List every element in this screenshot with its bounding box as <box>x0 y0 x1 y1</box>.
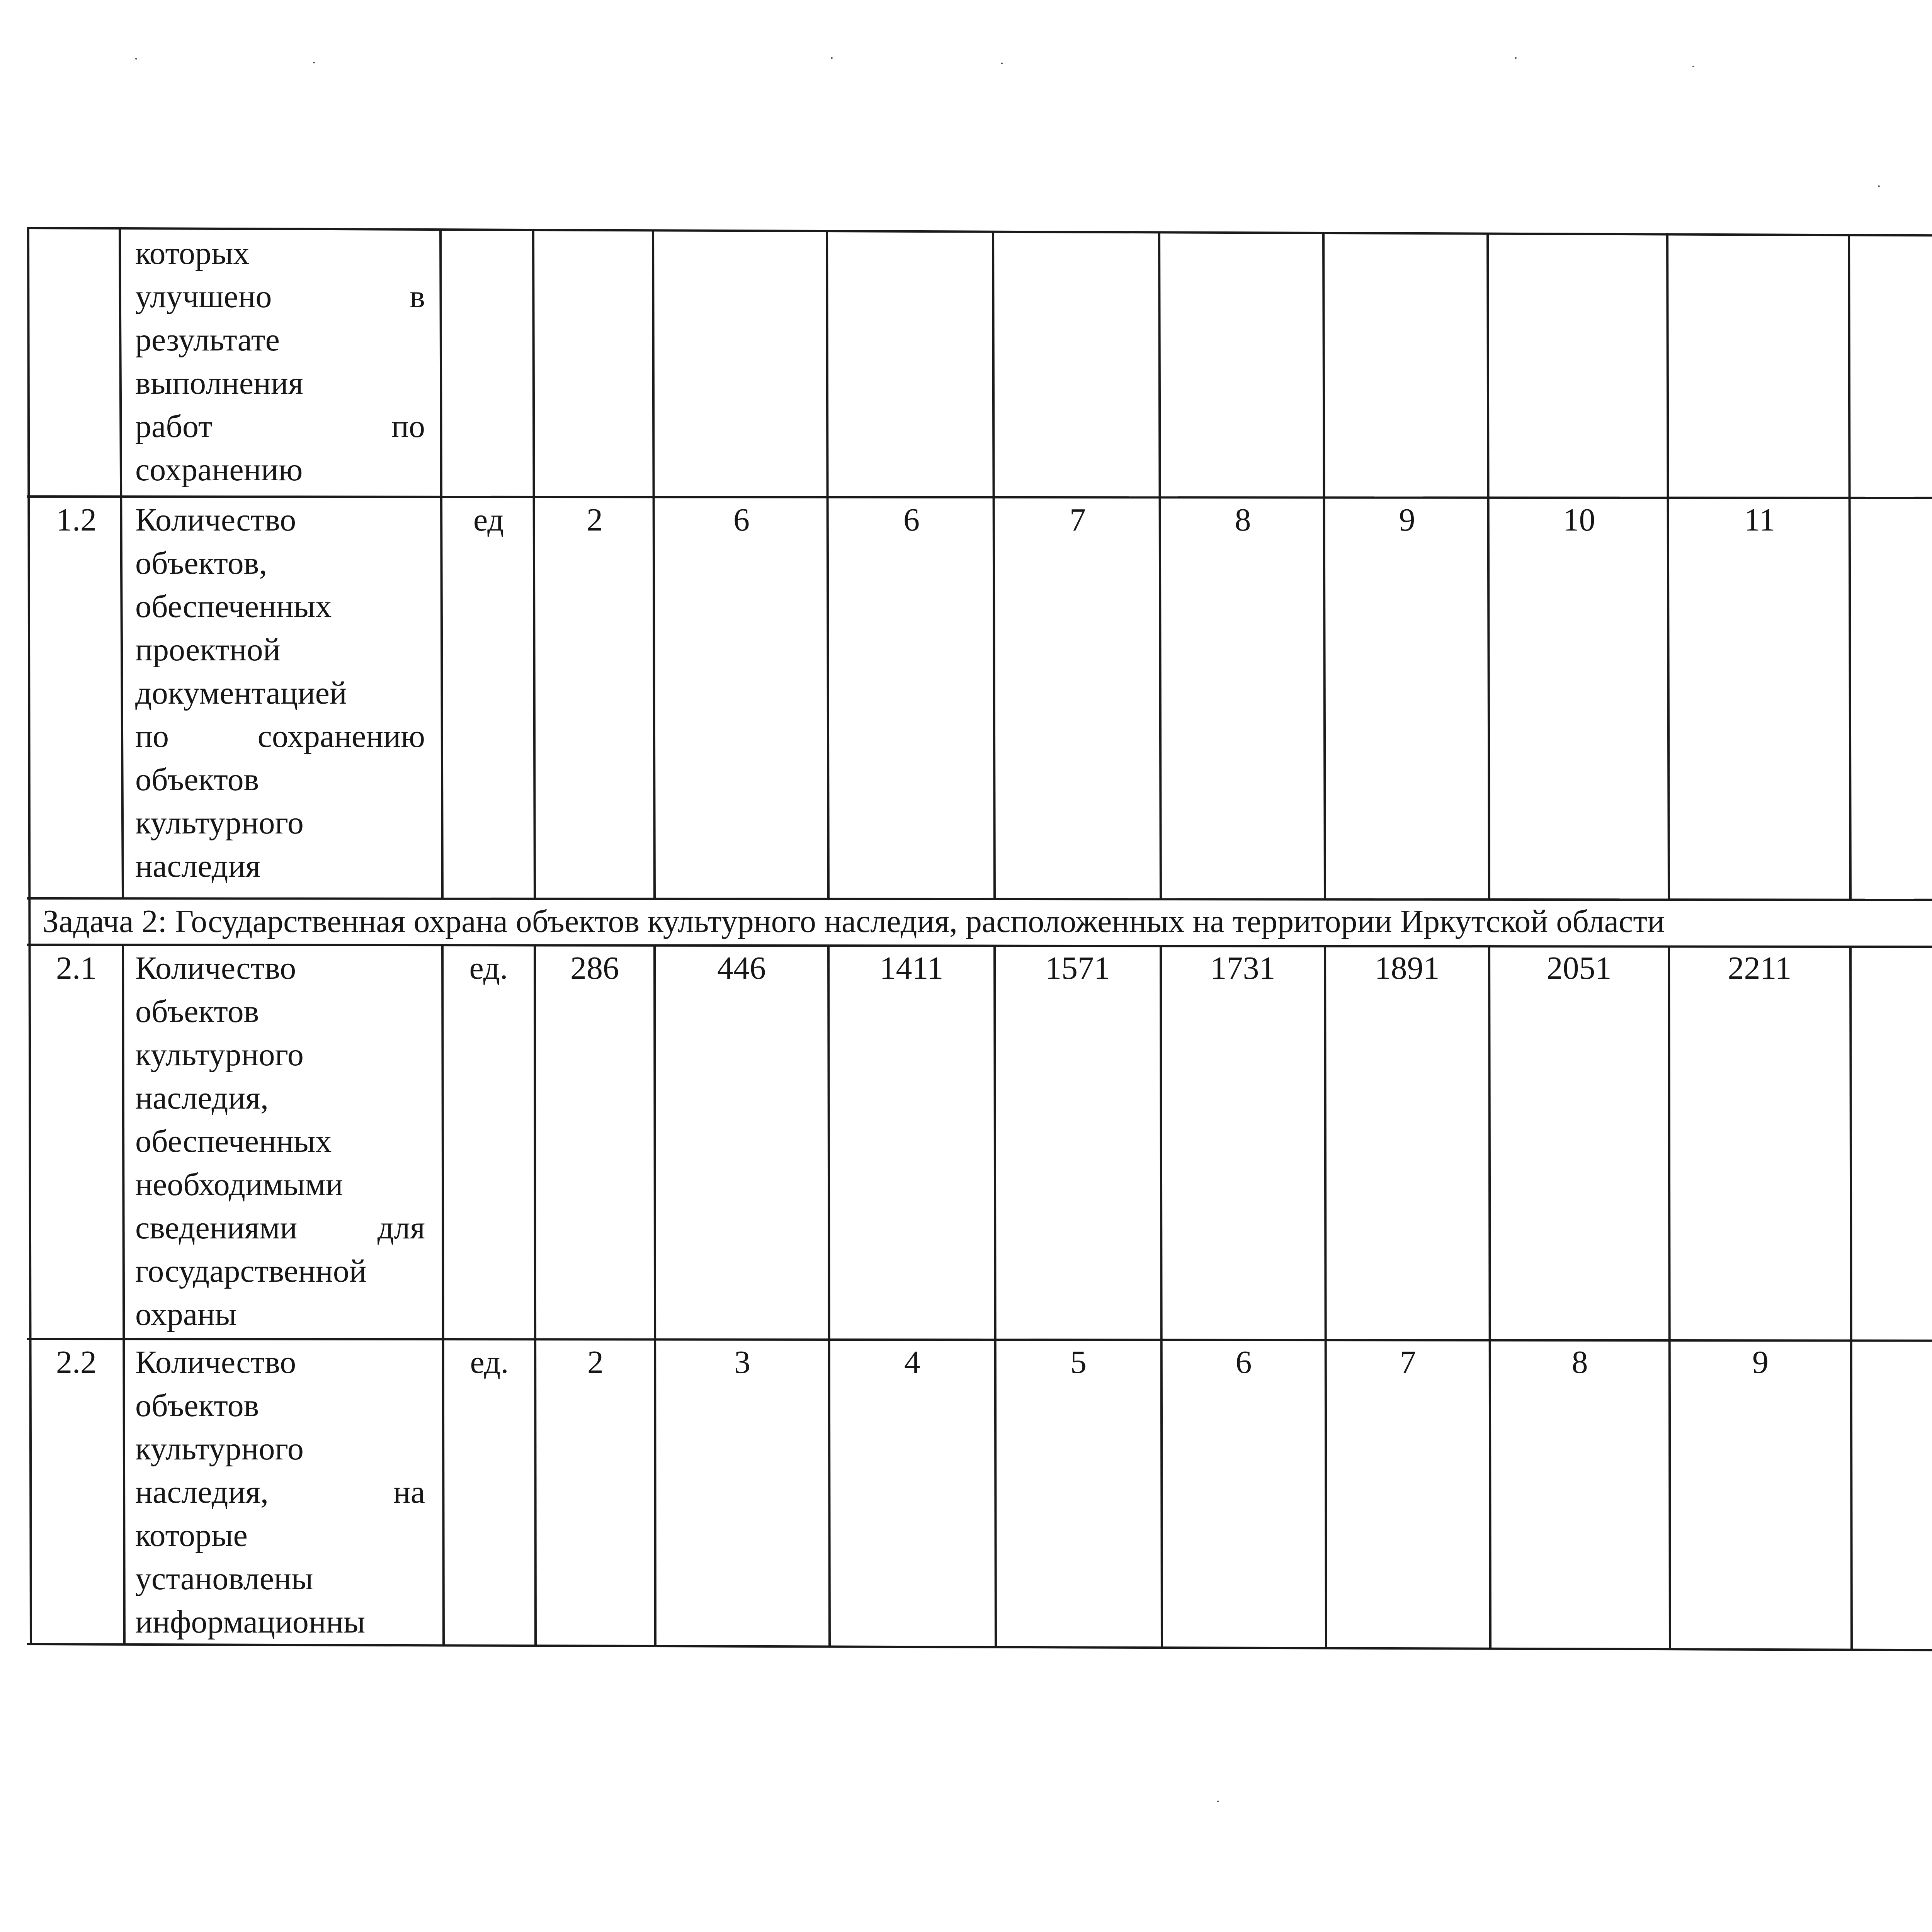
row-name-line: Количество <box>135 950 296 986</box>
row-value: 1411 <box>879 950 944 986</box>
row-value: 9 <box>1399 502 1415 538</box>
row-name-line: установлены <box>135 1561 313 1597</box>
row-name-line: государственной <box>135 1253 367 1289</box>
row-value: 6 <box>733 502 750 538</box>
row-name-line: проектной <box>135 632 281 668</box>
row-value: 3 <box>734 1344 750 1380</box>
row-name-line: необходимыми <box>135 1167 343 1202</box>
row-value: 2 <box>587 1344 604 1380</box>
row-name-line: которые <box>135 1517 248 1553</box>
row-name-line: обеспеченных <box>135 588 332 624</box>
row-value: 2 <box>587 502 603 538</box>
row-name-line: Количество <box>135 1344 296 1380</box>
row-value: 6 <box>1235 1344 1252 1380</box>
row-name-line: объектов <box>135 762 259 798</box>
row-value: 6 <box>903 502 920 538</box>
row-value: 7 <box>1400 1344 1416 1380</box>
row-name-line: культурного <box>135 805 304 841</box>
row-name-line: по сохранению <box>135 718 425 754</box>
row-name-line: наследия, на <box>135 1474 425 1510</box>
row-name-line: объектов, <box>135 545 267 581</box>
row-value: 9 <box>1752 1344 1769 1380</box>
row-name-line: которых <box>135 235 250 271</box>
row-name-cell <box>135 947 425 1337</box>
row-name-line: культурного <box>135 1431 304 1467</box>
row-name-line: результате <box>135 322 280 358</box>
row-value: 1891 <box>1374 950 1440 986</box>
row-name-line: наследия <box>135 848 260 884</box>
row-value: 286 <box>570 950 619 986</box>
row-formula <box>1852 498 1932 545</box>
row-name-line: улучшено в <box>135 279 425 315</box>
row-name-line: наследия, <box>135 1080 269 1116</box>
row-value: 2051 <box>1546 950 1612 986</box>
row-name-line: выполнения <box>135 365 303 401</box>
row-value: 10 <box>1563 502 1595 538</box>
row-name-cell <box>135 232 425 495</box>
row-value: 446 <box>717 950 766 986</box>
row-name-line: работ по <box>135 408 425 444</box>
row-name-line: информационны <box>135 1604 366 1640</box>
row-value: 11 <box>1744 502 1776 538</box>
row-name-line: объектов <box>135 993 259 1029</box>
row-value: 4 <box>904 1344 920 1380</box>
row-value: 5 <box>1070 1344 1087 1380</box>
row-name-cell <box>135 498 425 896</box>
row-name-line: культурного <box>135 1037 304 1073</box>
row-formula <box>1852 951 1932 997</box>
row-value: 7 <box>1070 502 1086 538</box>
row-name-cell <box>135 1341 425 1646</box>
row-unit: ед. <box>469 950 508 986</box>
row-unit: ед. <box>470 1344 509 1380</box>
row-name-line: сохранению <box>135 452 303 488</box>
row-formula <box>1852 1345 1932 1391</box>
row-name-line: документацией <box>135 675 347 711</box>
row-number: 1.2 <box>56 502 97 538</box>
row-value: 1571 <box>1045 950 1110 986</box>
row-value: 1731 <box>1210 950 1276 986</box>
row-unit: ед <box>473 502 504 538</box>
row-name-line: Количество <box>135 502 296 538</box>
row-value: 8 <box>1235 502 1251 538</box>
row-name-line: объектов <box>135 1388 259 1423</box>
row-value: 8 <box>1571 1344 1588 1380</box>
task-heading: Задача 2: Государственная охрана объектов культурного наследия, расположенных на территории Иркутской области <box>43 903 1665 939</box>
row-number: 2.1 <box>56 950 97 986</box>
row-name-line: сведениями для <box>135 1210 425 1246</box>
row-name-line: обеспеченных <box>135 1123 332 1159</box>
row-number: 2.2 <box>56 1344 97 1380</box>
row-name-line: охраны <box>135 1296 237 1332</box>
row-value: 2211 <box>1728 950 1792 986</box>
